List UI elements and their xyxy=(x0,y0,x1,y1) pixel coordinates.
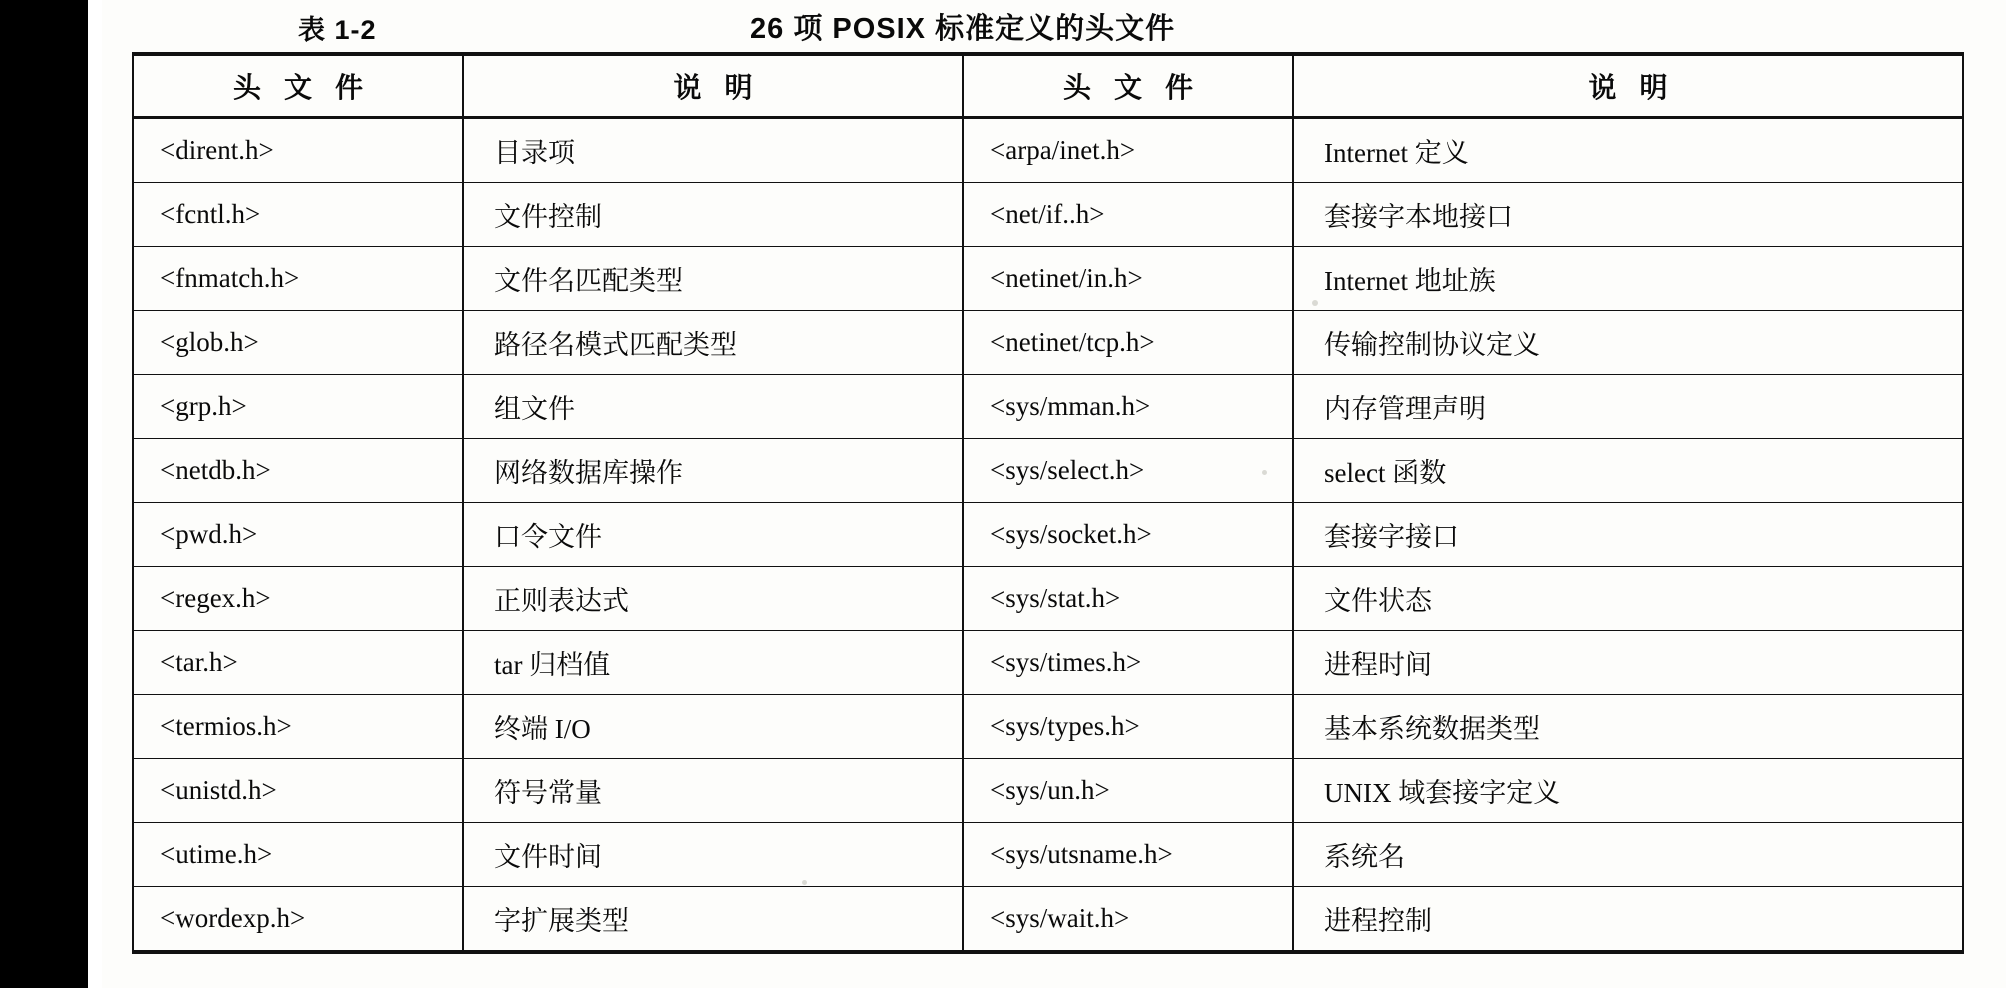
table-row xyxy=(133,823,1963,887)
description-cell: 组文件 xyxy=(463,375,963,439)
description-cell: 目录项 xyxy=(463,118,963,183)
table-caption xyxy=(158,6,1958,52)
description-cell: Internet 定义 xyxy=(1293,118,1963,183)
description-cell: 基本系统数据类型 xyxy=(1293,695,1963,759)
description-cell: 终端 I/O xyxy=(463,695,963,759)
description-cell: 套接字本地接口 xyxy=(1293,183,1963,247)
header-file-cell: <dirent.h> xyxy=(133,118,463,183)
page-content xyxy=(102,0,2006,988)
column-header-desc-1: 说 明 xyxy=(463,54,963,118)
description-cell: 路径名模式匹配类型 xyxy=(463,311,963,375)
header-file-cell: <sys/select.h> xyxy=(963,439,1293,503)
description-cell: 口令文件 xyxy=(463,503,963,567)
scan-speck xyxy=(1312,300,1318,306)
table-row xyxy=(133,118,1963,183)
column-header-desc-2: 说 明 xyxy=(1293,54,1963,118)
table-row xyxy=(133,695,1963,759)
header-file-cell: <sys/times.h> xyxy=(963,631,1293,695)
description-cell: 系统名 xyxy=(1293,823,1963,887)
posix-headers-table xyxy=(132,52,1964,954)
header-file-cell: <fcntl.h> xyxy=(133,183,463,247)
header-file-cell: <sys/stat.h> xyxy=(963,567,1293,631)
description-cell: UNIX 域套接字定义 xyxy=(1293,759,1963,823)
header-file-cell: <regex.h> xyxy=(133,567,463,631)
header-file-cell: <netinet/in.h> xyxy=(963,247,1293,311)
table-row xyxy=(133,375,1963,439)
header-file-cell: <sys/types.h> xyxy=(963,695,1293,759)
table-caption-title: 26 项 POSIX 标准定义的头文件 xyxy=(750,13,1176,45)
table-row xyxy=(133,567,1963,631)
header-file-cell: <arpa/inet.h> xyxy=(963,118,1293,183)
table-row xyxy=(133,631,1963,695)
header-file-cell: <fnmatch.h> xyxy=(133,247,463,311)
description-cell: 正则表达式 xyxy=(463,567,963,631)
header-file-cell: <grp.h> xyxy=(133,375,463,439)
scan-speck xyxy=(1262,470,1267,475)
header-file-cell: <tar.h> xyxy=(133,631,463,695)
page-edge-shadow xyxy=(0,0,88,988)
description-cell: 文件状态 xyxy=(1293,567,1963,631)
header-file-cell: <net/if..h> xyxy=(963,183,1293,247)
column-header-file-2: 头 文 件 xyxy=(963,54,1293,118)
description-cell: 文件名匹配类型 xyxy=(463,247,963,311)
header-file-cell: <sys/socket.h> xyxy=(963,503,1293,567)
description-cell: 内存管理声明 xyxy=(1293,375,1963,439)
table-row xyxy=(133,247,1963,311)
table-row xyxy=(133,183,1963,247)
description-cell: 传输控制协议定义 xyxy=(1293,311,1963,375)
table-header-row xyxy=(133,54,1963,118)
header-file-cell: <utime.h> xyxy=(133,823,463,887)
column-header-file-1: 头 文 件 xyxy=(133,54,463,118)
header-file-cell: <sys/wait.h> xyxy=(963,887,1293,953)
table-row xyxy=(133,503,1963,567)
description-cell: 套接字接口 xyxy=(1293,503,1963,567)
header-file-cell: <netdb.h> xyxy=(133,439,463,503)
header-file-cell: <netinet/tcp.h> xyxy=(963,311,1293,375)
description-cell: select 函数 xyxy=(1293,439,1963,503)
table-row xyxy=(133,439,1963,503)
page-edge-gutter xyxy=(88,0,102,988)
table-caption-label: 表 1-2 xyxy=(298,15,377,45)
scan-speck xyxy=(802,880,807,885)
description-cell: 网络数据库操作 xyxy=(463,439,963,503)
description-cell: 符号常量 xyxy=(463,759,963,823)
table-row xyxy=(133,311,1963,375)
table-row xyxy=(133,759,1963,823)
description-cell: 文件控制 xyxy=(463,183,963,247)
header-file-cell: <sys/un.h> xyxy=(963,759,1293,823)
header-file-cell: <sys/mman.h> xyxy=(963,375,1293,439)
description-cell: 字扩展类型 xyxy=(463,887,963,953)
header-file-cell: <glob.h> xyxy=(133,311,463,375)
description-cell: 文件时间 xyxy=(463,823,963,887)
header-file-cell: <wordexp.h> xyxy=(133,887,463,953)
description-cell: 进程时间 xyxy=(1293,631,1963,695)
header-file-cell: <termios.h> xyxy=(133,695,463,759)
table-row xyxy=(133,887,1963,953)
header-file-cell: <sys/utsname.h> xyxy=(963,823,1293,887)
header-file-cell: <pwd.h> xyxy=(133,503,463,567)
description-cell: tar 归档值 xyxy=(463,631,963,695)
header-file-cell: <unistd.h> xyxy=(133,759,463,823)
description-cell: 进程控制 xyxy=(1293,887,1963,953)
description-cell: Internet 地址族 xyxy=(1293,247,1963,311)
